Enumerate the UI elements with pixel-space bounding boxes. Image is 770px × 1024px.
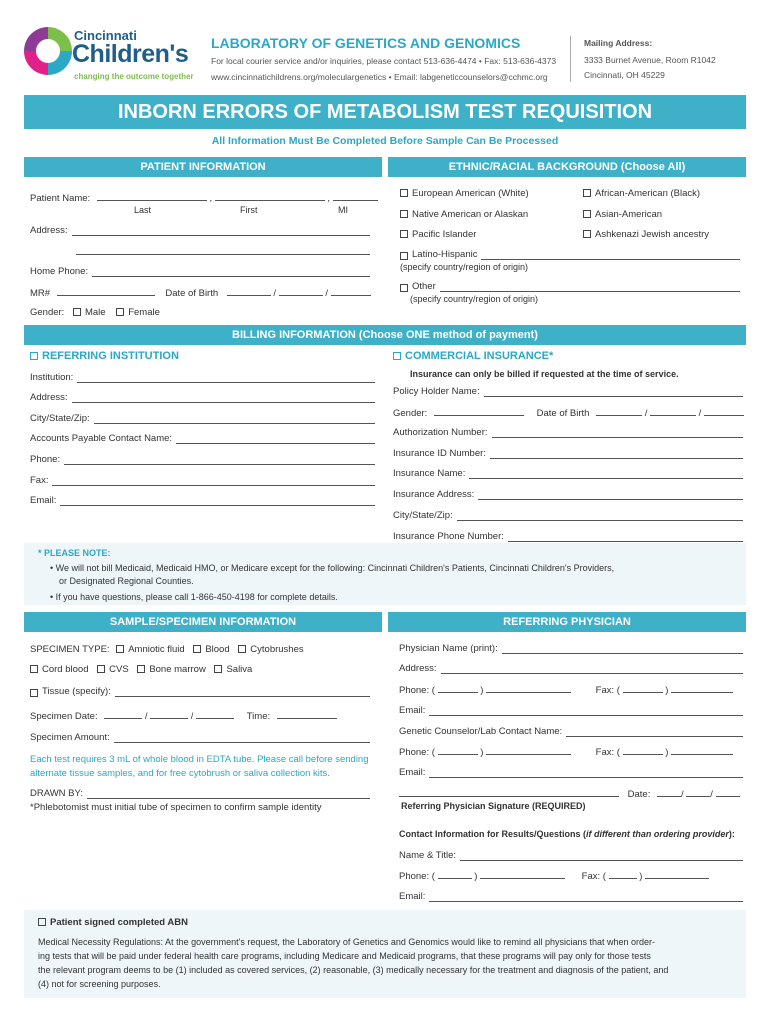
european-checkbox[interactable] [400, 189, 408, 197]
policy-holder-row [393, 386, 743, 397]
ins-city-label: City/State/Zip: [393, 510, 453, 521]
abn-row [38, 917, 188, 928]
dob-day-field[interactable] [279, 287, 323, 296]
home-phone-label: Home Phone: [30, 266, 89, 277]
accounts-field[interactable] [176, 435, 375, 444]
native-checkbox[interactable] [400, 210, 408, 218]
ins-phone-row [393, 531, 743, 542]
name-title-label: Name & Title: [399, 850, 457, 861]
physician-fax-number[interactable] [671, 684, 733, 693]
mr-label: MR# [30, 288, 51, 299]
specimen-amount-label: Specimen Amount: [30, 732, 110, 743]
contact-info-italic: if different than ordering provider [586, 829, 729, 839]
accounts-label: Accounts Payable Contact Name: [30, 433, 173, 444]
counselor-fax-label: Fax: [595, 747, 615, 758]
ashkenazi-label: Ashkenazi Jewish ancestry [595, 229, 710, 240]
ins-dob-year[interactable] [704, 407, 744, 416]
specimen-blue-note-2: alternate tissue samples, and for free cytobrush or saliva collection kits. [30, 768, 330, 779]
physician-email-field[interactable] [429, 707, 743, 716]
inst-address-row [30, 392, 375, 403]
contact-line-1: For local courier service and/or inquiries, please contact 513-636-4474 • Fax: 513-636-4373 [211, 56, 557, 66]
gender-row [30, 307, 160, 318]
ethnic-row-3b [583, 229, 709, 240]
home-phone-field[interactable] [92, 268, 370, 277]
mailing-label: Mailing Address: [584, 38, 653, 48]
contact-phone-number[interactable] [480, 870, 565, 879]
physician-name-row [399, 643, 743, 654]
native-label: Native American or Alaskan [412, 209, 529, 220]
counselor-row [399, 726, 743, 737]
counselor-phone-label: Phone: [399, 747, 430, 758]
counselor-fax-area[interactable] [623, 746, 663, 755]
specimen-date-day[interactable] [150, 710, 188, 719]
phlebotomist-note: *Phlebotomist must initial tube of specimen to confirm sample identity [30, 802, 322, 813]
insurance-address-row [393, 489, 743, 500]
contact-fax-number[interactable] [645, 870, 709, 879]
other-row [400, 281, 740, 292]
inst-phone-row [30, 454, 375, 465]
inst-email-row [30, 495, 375, 506]
ethnic-row-2 [400, 209, 528, 220]
insurance-id-field[interactable] [490, 450, 743, 459]
physician-address-row [399, 663, 743, 674]
physician-phone-area[interactable] [438, 684, 478, 693]
male-checkbox[interactable] [73, 308, 81, 316]
page-subtitle: All Information Must Be Completed Before Sample Can Be Processed [211, 135, 559, 147]
physician-address-field[interactable] [441, 665, 744, 674]
contact-phone-label: Phone: [399, 871, 430, 882]
commercial-note: Insurance can only be billed if requested at the time of service. [410, 369, 679, 379]
contact-phone-area[interactable] [438, 870, 472, 879]
insurance-id-row [393, 448, 743, 459]
contact-info-end: ): [728, 829, 735, 839]
insurance-address-label: Insurance Address: [393, 489, 475, 500]
insurance-name-label: Insurance Name: [393, 468, 466, 479]
inst-fax-field[interactable] [52, 477, 375, 486]
physician-bar: REFERRING PHYSICIAN [388, 612, 746, 632]
blood-checkbox[interactable] [193, 645, 201, 653]
saliva-label: Saliva [226, 664, 253, 675]
dob-month-field[interactable] [227, 287, 271, 296]
contact-info-text: Contact Information for Results/Questions ( [399, 829, 587, 839]
counselor-email-field[interactable] [429, 769, 743, 778]
please-note-item-1: • We will not bill Medicaid, Medicaid HMO, or Medicare except for the following: Cincinnati Children's Patients, Cincinnati Children's Providers, [50, 563, 615, 573]
cord-blood-checkbox[interactable] [30, 665, 38, 673]
dob-year-field[interactable] [331, 287, 371, 296]
drawn-by-label: DRAWN BY: [30, 788, 83, 799]
authorization-label: Authorization Number: [393, 427, 488, 438]
physician-phone-row: Phone: ( ) Fax: ( ) [399, 684, 733, 696]
dob-label: Date of Birth [165, 288, 219, 299]
abn-text-1: Medical Necessity Regulations: At the government's request, the Laboratory of Genetics and Genomics would like to remind all physicians that when order- [38, 937, 656, 947]
specimen-time-label: Time: [246, 711, 271, 722]
signature-date-row: Date: / / [399, 788, 740, 800]
cord-blood-label: Cord blood [42, 664, 89, 675]
other-label: Other [412, 281, 436, 292]
page-title: INBORN ERRORS OF METABOLISM TEST REQUISITION [117, 101, 653, 123]
counselor-label: Genetic Counselor/Lab Contact Name: [399, 726, 563, 737]
address-row [30, 225, 370, 236]
signature-date-month[interactable] [657, 788, 681, 797]
mailing-line-1: 3333 Burnet Avenue, Room R1042 [584, 55, 716, 65]
ethnic-bar: ETHNIC/RACIAL BACKGROUND (Choose All) [388, 157, 746, 177]
accounts-row [30, 433, 375, 444]
commercial-insurance-label: COMMERCIAL INSURANCE* [405, 350, 554, 362]
first-caption: First [240, 205, 258, 215]
contact-info-heading [399, 829, 735, 839]
counselor-fax-number[interactable] [671, 746, 733, 755]
abn-text-2: ing tests that will be paid under federal health care programs, including Medicare and Medicaid programs, that these programs will pay only for those tests [38, 951, 651, 961]
counselor-phone-number[interactable] [486, 746, 571, 755]
ins-dob-label: Date of Birth [536, 408, 590, 419]
please-note-item-2: • If you have questions, please call 1-866-450-4198 for complete details. [50, 592, 338, 602]
commercial-insurance-checkbox[interactable] [393, 352, 401, 360]
policy-holder-field[interactable] [484, 388, 743, 397]
inst-email-label: Email: [30, 495, 57, 506]
specimen-type-row-2 [30, 664, 252, 675]
counselor-field[interactable] [566, 728, 743, 737]
physician-name-field[interactable] [502, 645, 743, 654]
ins-dob-day[interactable] [650, 407, 696, 416]
referring-institution-label: REFERRING INSTITUTION [42, 350, 179, 362]
signature-date-day[interactable] [686, 788, 710, 797]
cytobrushes-checkbox[interactable] [238, 645, 246, 653]
mi-field[interactable] [333, 192, 378, 201]
commercial-insurance-heading [393, 350, 553, 362]
bone-marrow-checkbox[interactable] [137, 665, 145, 673]
latino-row [400, 249, 740, 260]
referring-institution-heading [30, 350, 179, 362]
insurance-id-label: Insurance ID Number: [393, 448, 486, 459]
physician-email-label: Email: [399, 705, 426, 716]
insurance-name-row [393, 468, 743, 479]
abn-checkbox[interactable] [38, 918, 46, 926]
physician-signature-field[interactable] [399, 788, 619, 797]
specimen-date-year[interactable] [196, 710, 234, 719]
contact-fax-label: Fax: [581, 871, 601, 882]
mailing-line-2: Cincinnati, OH 45229 [584, 70, 665, 80]
please-note-item-1b: or Designated Regional Counties. [59, 576, 194, 586]
logo-brand-top: Cincinnati [74, 28, 137, 43]
physician-fax-area[interactable] [623, 684, 663, 693]
female-checkbox[interactable] [116, 308, 124, 316]
specimen-bar: SAMPLE/SPECIMEN INFORMATION [24, 612, 382, 632]
name-title-field[interactable] [460, 852, 743, 861]
african-label: African-American (Black) [595, 188, 701, 199]
signature-caption: Referring Physician Signature (REQUIRED) [401, 801, 586, 811]
gender-label: Gender: [30, 307, 65, 318]
african-checkbox[interactable] [583, 189, 591, 197]
abn-label: Patient signed completed ABN [50, 917, 188, 928]
saliva-checkbox[interactable] [214, 665, 222, 673]
counselor-email-row [399, 767, 743, 778]
ins-dob-month[interactable] [596, 407, 642, 416]
logo-tagline: changing the outcome together [74, 72, 194, 81]
ethnic-row-2b [583, 209, 662, 220]
inst-phone-field[interactable] [64, 456, 375, 465]
other-checkbox[interactable] [400, 284, 408, 292]
ethnic-row-1b [583, 188, 700, 199]
ethnic-row-1 [400, 188, 529, 199]
authorization-field[interactable] [492, 429, 743, 438]
tissue-field[interactable] [115, 688, 370, 697]
last-caption: Last [134, 205, 152, 215]
lab-title: LABORATORY OF GENETICS AND GENOMICS [211, 35, 521, 51]
bone-marrow-label: Bone marrow [149, 664, 206, 675]
logo-brand-main: Children's [72, 40, 189, 68]
please-note-item-1-text: We will not bill Medicaid, Medicaid HMO, or Medicare except for the following: Cincinnati Children's Patients, Cincinnati Children's Providers, [55, 563, 615, 573]
insurance-name-field[interactable] [469, 470, 743, 479]
asian-checkbox[interactable] [583, 210, 591, 218]
latino-checkbox[interactable] [400, 252, 408, 260]
specimen-amount-field[interactable] [114, 734, 370, 743]
inst-address-field[interactable] [72, 394, 376, 403]
ashkenazi-checkbox[interactable] [583, 230, 591, 238]
cvs-label: CVS [109, 664, 129, 675]
specimen-type-label: SPECIMEN TYPE: [30, 644, 110, 655]
female-label: Female [128, 307, 160, 318]
specimen-time-field[interactable] [277, 710, 337, 719]
contact-fax-area[interactable] [609, 870, 637, 879]
drawn-by-row [30, 788, 370, 799]
inst-city-field[interactable] [94, 415, 375, 424]
billing-bar: BILLING INFORMATION (Choose ONE method of payment) [24, 325, 746, 345]
latino-label: Latino-Hispanic [412, 249, 478, 260]
logo [22, 22, 197, 82]
address-field[interactable] [72, 227, 371, 236]
please-note-heading: * PLEASE NOTE: [38, 548, 111, 558]
policy-holder-label: Policy Holder Name: [393, 386, 480, 397]
name-title-row [399, 850, 743, 861]
specimen-date-month[interactable] [104, 710, 142, 719]
institution-row [30, 372, 375, 383]
abn-text-3: the relevant program deems to be (1) included as covered services, (2) reasonable, (3) medically necessary for the treatment and diagnosis of the patient, and [38, 965, 669, 975]
ins-gender-field[interactable] [434, 407, 524, 416]
tissue-checkbox[interactable] [30, 689, 38, 697]
inst-address-label: Address: [30, 392, 68, 403]
abn-text-4: (4) not for screening purposes. [38, 979, 161, 989]
latino-field[interactable] [481, 251, 740, 260]
institution-field[interactable] [77, 374, 375, 383]
physician-email-row [399, 705, 743, 716]
pacific-label: Pacific Islander [412, 229, 477, 240]
patient-name-label: Patient Name: [30, 193, 91, 204]
counselor-phone-row: Phone: ( ) Fax: ( ) [399, 746, 733, 758]
insurance-address-field[interactable] [478, 491, 743, 500]
last-name-field[interactable] [97, 192, 207, 201]
title-bar [24, 95, 746, 129]
signature-date-label: Date: [627, 789, 651, 800]
ethnic-row-3 [400, 229, 476, 240]
mi-caption: MI [338, 205, 348, 215]
european-label: European American (White) [412, 188, 529, 199]
ins-phone-field[interactable] [508, 533, 743, 542]
amniotic-label: Amniotic fluid [128, 644, 185, 655]
other-field[interactable] [440, 283, 740, 292]
contact-email-row [399, 891, 743, 902]
physician-phone-number[interactable] [486, 684, 571, 693]
contact-email-field[interactable] [429, 893, 743, 902]
specimen-date-label: Specimen Date: [30, 711, 98, 722]
specimen-blue-note-1: Each test requires 3 mL of whole blood in EDTA tube. Please call before sending [30, 754, 369, 765]
address-field-2[interactable] [76, 254, 370, 255]
ins-city-row [393, 510, 743, 521]
other-sub: (specify country/region of origin) [410, 294, 539, 304]
physician-address-label: Address: [399, 663, 437, 674]
latino-sub: (specify country/region of origin) [400, 262, 529, 272]
ins-phone-label: Insurance Phone Number: [393, 531, 504, 542]
referring-institution-checkbox[interactable] [30, 352, 38, 360]
signature-date-year[interactable] [716, 788, 740, 797]
first-name-field[interactable] [215, 192, 325, 201]
header-divider [570, 36, 571, 82]
pacific-checkbox[interactable] [400, 230, 408, 238]
physician-fax-label: Fax: [595, 685, 615, 696]
contact-line-2: www.cincinnatichildrens.org/moleculargenetics • Email: labgeneticcounselors@cchmc.org [211, 72, 548, 82]
mr-field[interactable] [57, 287, 155, 296]
contact-phone-row: Phone: ( ) Fax: ( ) [399, 870, 709, 882]
inst-fax-label: Fax: [30, 475, 49, 486]
specimen-amount-row [30, 732, 370, 743]
counselor-email-label: Email: [399, 767, 426, 778]
ins-city-field[interactable] [457, 512, 743, 521]
inst-city-label: City/State/Zip: [30, 413, 90, 424]
blood-label: Blood [205, 644, 230, 655]
tissue-label: Tissue (specify): [42, 686, 111, 697]
specimen-type-row [30, 644, 304, 655]
specimen-date-row: Specimen Date: / / Time: [30, 710, 337, 722]
please-note-item-2-text: If you have questions, please call 1-866-450-4198 for complete details. [55, 592, 338, 602]
asian-label: Asian-American [595, 209, 663, 220]
drawn-by-field[interactable] [87, 790, 370, 799]
contact-email-label: Email: [399, 891, 426, 902]
tissue-row [30, 686, 370, 697]
physician-phone-label: Phone: [399, 685, 430, 696]
cytobrushes-label: Cytobrushes [250, 644, 304, 655]
amniotic-checkbox[interactable] [116, 645, 124, 653]
home-phone-row [30, 266, 370, 277]
patient-info-bar: PATIENT INFORMATION [24, 157, 382, 177]
ins-gender-label: Gender: [393, 408, 428, 419]
counselor-phone-area[interactable] [438, 746, 478, 755]
authorization-row [393, 427, 743, 438]
male-label: Male [84, 307, 106, 318]
ins-gender-dob-row: Gender: Date of Birth / / [393, 407, 744, 419]
logo-mark-icon [22, 22, 74, 80]
cvs-checkbox[interactable] [97, 665, 105, 673]
institution-label: Institution: [30, 372, 74, 383]
patient-name-row: Patient Name: , , [30, 192, 378, 204]
inst-email-field[interactable] [60, 497, 375, 506]
address-label: Address: [30, 225, 68, 236]
physician-name-label: Physician Name (print): [399, 643, 498, 654]
mr-dob-row: MR# Date of Birth / / [30, 287, 371, 299]
inst-fax-row [30, 475, 375, 486]
inst-city-row [30, 413, 375, 424]
inst-phone-label: Phone: [30, 454, 61, 465]
